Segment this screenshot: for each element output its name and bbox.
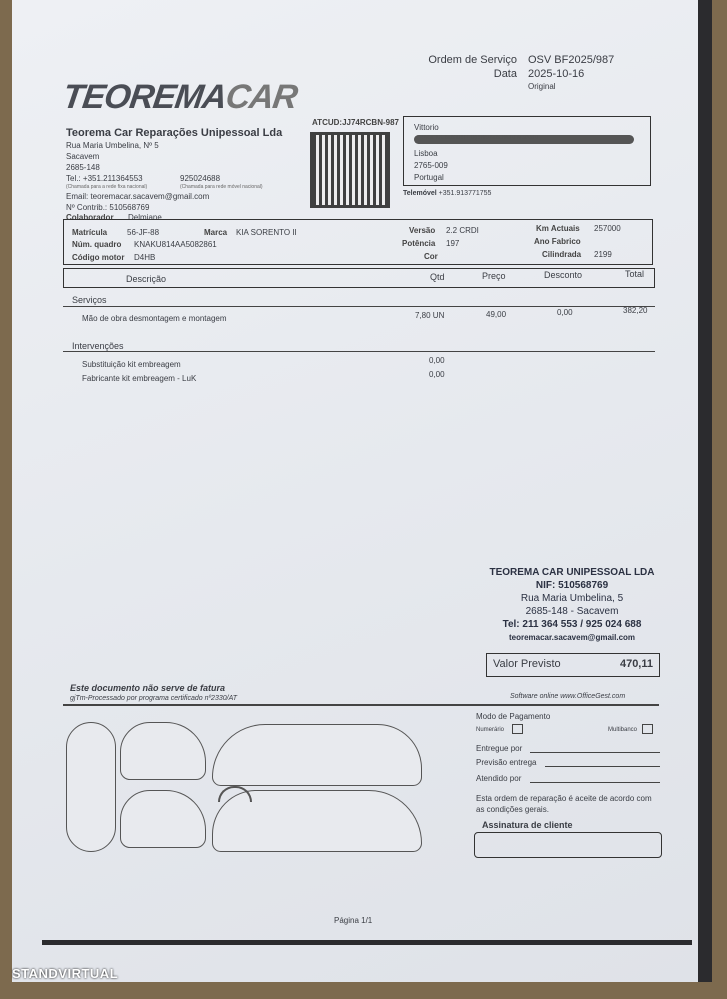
car-top-view	[66, 722, 116, 852]
company-logo: TEOREMACAR	[60, 78, 300, 116]
collaborator-value: Delmiane	[128, 213, 162, 222]
table-header	[63, 268, 655, 288]
client-phone: +351.913771755	[438, 190, 492, 197]
stamp-line: NIF: 510568769	[535, 580, 609, 591]
company-email: Email: teoremacar.sacavem@gmail.com	[66, 192, 210, 201]
qr-code	[310, 132, 390, 208]
client-city: Lisboa	[414, 149, 438, 158]
section-interventions: Intervenções	[72, 341, 124, 351]
stamp-line: Rua Maria Umbelina, 5	[520, 593, 624, 604]
client-box	[403, 116, 651, 186]
company-postcode: 2685-148	[66, 163, 100, 172]
row-description: Fabricante kit embreagem - LuK	[82, 374, 197, 383]
collaborator-label: Colaborador	[66, 213, 114, 222]
order-label: Ordem de Serviço	[428, 54, 517, 66]
col-price: Preço	[482, 271, 506, 281]
copy-type: Original	[528, 82, 556, 91]
multibanco-checkbox[interactable]	[642, 724, 653, 734]
stamp-line: 2685-148 - Sacavem	[525, 606, 619, 617]
company-nif: Nº Contrib.: 510568769	[66, 203, 150, 212]
row-qty: 7,80 UN	[415, 311, 445, 320]
bottom-rule	[42, 940, 692, 945]
signature-field[interactable]	[474, 832, 662, 858]
company-name: Teorema Car Reparações Unipessoal Lda	[66, 127, 283, 139]
company-mobile: 925024688	[180, 174, 221, 183]
software-note: Software online www.OfficeGest.com	[510, 693, 626, 700]
company-city: Sacavem	[66, 152, 100, 161]
date-value: 2025-10-16	[528, 68, 585, 80]
attended-by-label: Atendido por	[476, 774, 522, 783]
row-qty: 0,00	[429, 370, 445, 379]
power-label: Potência	[402, 239, 436, 248]
estimated-total-box	[486, 653, 660, 677]
estimated-total-label: Valor Previsto	[493, 658, 561, 670]
vin-value: KNAKU814AA5082861	[134, 240, 217, 249]
signature-label: Assinatura de cliente	[482, 820, 573, 830]
delivered-by-label: Entregue por	[476, 744, 523, 753]
company-stamp	[482, 566, 662, 644]
company-street: Rua Maria Umbelina, Nº 5	[66, 141, 159, 150]
forecast-label: Previsão entrega	[476, 758, 537, 767]
section-services: Serviços	[72, 295, 107, 305]
page-edge-shadow	[698, 0, 712, 982]
client-country: Portugal	[414, 173, 444, 182]
date-label: Data	[493, 68, 517, 80]
estimated-total-value: 470,11	[619, 658, 653, 670]
stamp-line: teoremacar.sacavem@gmail.com	[508, 633, 636, 642]
power-value: 197	[446, 239, 460, 248]
cc-label: Cilindrada	[542, 250, 582, 259]
tel-note: (Chamada para a rede fixa nacional)	[66, 184, 148, 190]
row-total: 382,20	[623, 306, 648, 315]
version-value: 2.2 CRDI	[446, 226, 479, 235]
km-label: Km Actuais	[536, 224, 580, 233]
order-number: OSV BF2025/987	[528, 54, 615, 66]
row-description: Mão de obra desmontagem e montagem	[82, 314, 227, 323]
version-label: Versão	[409, 226, 436, 235]
company-tel: Tel.: +351.211364553	[66, 174, 143, 183]
km-value: 257000	[594, 224, 621, 233]
phone-label: Telemóvel	[403, 190, 437, 197]
stamp-line: Tel: 211 364 553 / 925 024 688	[502, 619, 642, 630]
vin-label: Núm. quadro	[72, 240, 122, 249]
row-discount: 0,00	[557, 308, 573, 317]
col-discount: Desconto	[544, 270, 583, 280]
page-number: Página 1/1	[334, 916, 373, 925]
row-price: 49,00	[486, 310, 507, 319]
cc-value: 2199	[594, 250, 612, 259]
cash-checkbox[interactable]	[512, 724, 523, 734]
multibanco-label: Multibanco	[608, 727, 638, 733]
engine-value: D4HB	[134, 253, 156, 262]
row-description: Substituição kit embreagem	[82, 360, 181, 369]
car-side-view-left	[212, 724, 422, 786]
client-name: Vittorio	[414, 123, 439, 132]
payment-label: Modo de Pagamento	[476, 712, 551, 721]
col-description: Descrição	[126, 274, 167, 284]
cash-label: Numerário	[476, 727, 505, 733]
atcud-code: ATCUD:JJ74RCBN-987	[312, 118, 399, 127]
watermark: STANDVIRTUAL	[12, 966, 119, 981]
vehicle-box	[63, 219, 653, 265]
col-qty: Qtd	[430, 272, 445, 282]
mobile-note: (Chamada para rede móvel nacional)	[180, 184, 263, 190]
color-label: Cor	[424, 252, 438, 261]
plate-value: 56-JF-88	[127, 228, 160, 237]
terms-note: Esta ordem de reparação é aceite de acordo com as condições gerais.	[476, 794, 652, 814]
make-label: Marca	[204, 228, 228, 237]
stamp-line: TEOREMA CAR UNIPESSOAL LDA	[489, 567, 655, 578]
not-invoice-note: Este documento não serve de fatura	[70, 683, 226, 693]
certification-note: gjTm-Processado por programa certificado nº2330/AT	[70, 695, 238, 702]
client-address-redacted: R. Prof. Dr. Manuel Eugenio Machado Macedo	[414, 135, 634, 144]
make-value: KIA SORENTO II	[236, 228, 297, 237]
col-total: Total	[625, 269, 645, 279]
engine-label: Código motor	[72, 253, 125, 262]
client-postcode: 2765-009	[414, 161, 448, 170]
row-qty: 0,00	[429, 356, 445, 365]
year-label: Ano Fabrico	[534, 237, 581, 246]
plate-label: Matrícula	[72, 228, 108, 237]
